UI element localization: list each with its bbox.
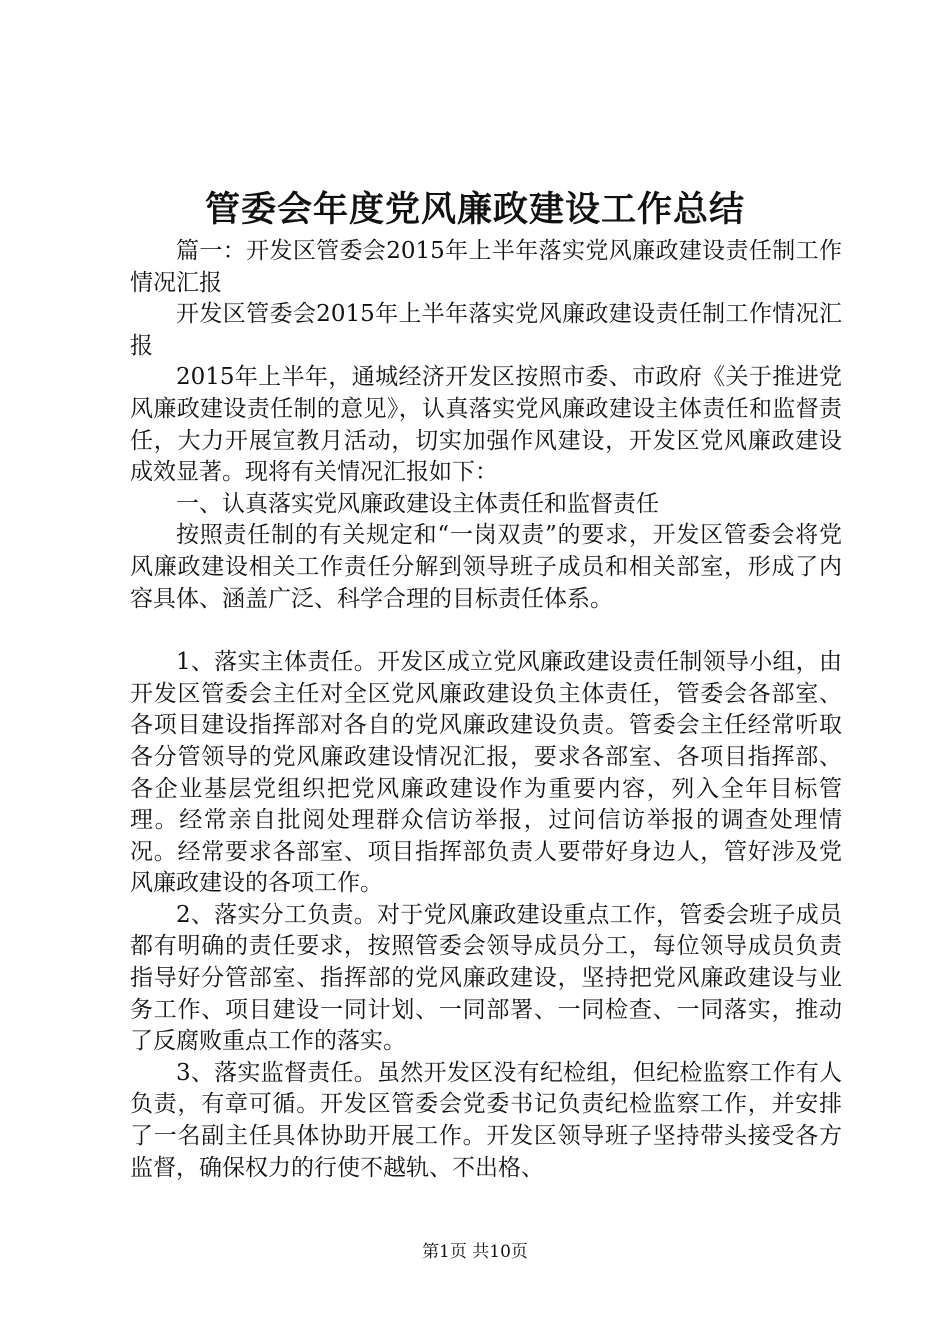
paragraph-report-title: 开发区管委会2015年上半年落实党风廉政建设责任制工作情况汇报 [130, 301, 842, 359]
paragraph-item-2: 2、落实分工负责。对于党风廉政建设重点工作，管委会班子成员都有明确的责任要求，按照管委会领导成员分工，每位领导成员负责指导好分管部室、指挥部的党风廉政建设，坚持把党风廉政建设与业务工作、项目建设一同计划、一同部署、一同检查、一同落实，推动了反腐败重点工作的落实。 [130, 901, 842, 1055]
paragraph-heading-part-one: 篇一：开发区管委会2015年上半年落实党风廉政建设责任制工作情况汇报 [130, 238, 842, 296]
paragraph-intro: 2015年上半年，通城经济开发区按照市委、市政府《关于推进党风廉政建设责任制的意见》，认真落实党风廉政建设主体责任和监督责任，大力开展宣教月活动，切实加强作风建设，开发区党风廉政建设成效显著。现将有关情况汇报如下： [130, 364, 842, 486]
document-body [130, 236, 842, 1184]
paragraph-item-1: 1、落实主体责任。开发区成立党风廉政建设责任制领导小组，由开发区管委会主任对全区党风廉政建设负主体责任，管委会各部室、各项目建设指挥部对各自的党风廉政建设负责。管委会主任经常听取各分管领导的党风廉政建设情况汇报，要求各部室、各项目指挥部、各企业基层党组织把党风廉政建设作为重要内容，列入全年目标管理。经常亲自批阅处理群众信访举报，过问信访举报的调查处理情况。经常要求各部室、项目指挥部负责人要带好身边人，管好涉及党风廉政建设的各项工作。 [130, 649, 842, 897]
paragraph-section-one-heading: 一、认真落实党风廉政建设主体责任和监督责任 [176, 490, 659, 517]
page-footer [0, 1240, 950, 1264]
paragraph-item-3: 3、落实监督责任。虽然开发区没有纪检组，但纪检监察工作有人负责，有章可循。开发区管委会党委书记负责纪检监察工作，并安排了一名副主任具体协助开展工作。开发区领导班子坚持带头接受各方监督，确保权力的行使不越轨、不出格、 [130, 1059, 842, 1181]
paragraph-responsibility-system: 按照责任制的有关规定和“一岗双责”的要求，开发区管委会将党风廉政建设相关工作责任分解到领导班子成员和相关部室，形成了内容具体、涵盖广泛、科学合理的目标责任体系。 [130, 522, 842, 612]
page-number-label: 第1页 共10页 [422, 1242, 528, 1262]
document-title: 管委会年度党风廉政建设工作总结 [204, 189, 745, 230]
